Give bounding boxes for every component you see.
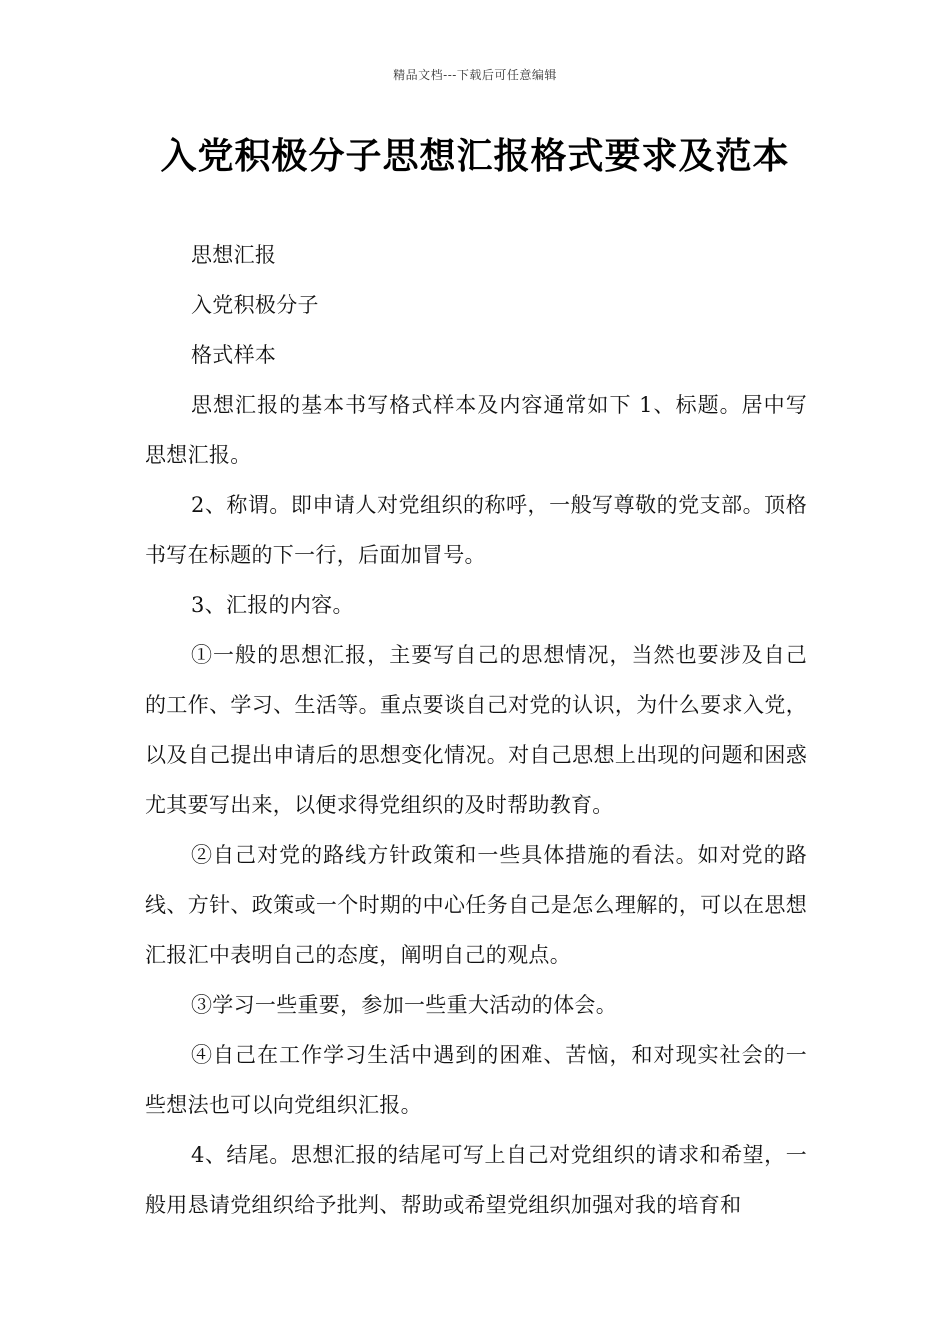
- paragraph-salutation: 2、称谓。即申请人对党组织的称呼，一般写尊敬的党支部。顶格书写在标题的下一行，后面加冒号。: [145, 493, 807, 567]
- paragraph-item-3: ③学习一些重要，参加一些重大活动的体会。: [191, 993, 617, 1017]
- paragraph-heading-activist: 入党积极分子: [191, 293, 319, 317]
- paragraph-heading-format: 格式样本: [191, 343, 277, 367]
- document-body: [145, 230, 807, 1230]
- paragraph-content-heading: 3、汇报的内容。: [191, 593, 354, 617]
- paragraph-item-2: ②自己对党的路线方针政策和一些具体措施的看法。如对党的路线、方针、政策或一个时期的中心任务自己是怎么理解的，可以在思想汇报汇中表明自己的态度，阐明自己的观点。: [145, 843, 807, 967]
- document-title: 入党积极分子思想汇报格式要求及范本: [160, 135, 790, 177]
- header-note: 精品文档---下载后可任意编辑: [393, 68, 557, 82]
- paragraph-intro: 思想汇报的基本书写格式样本及内容通常如下 1、标题。居中写思想汇报。: [145, 393, 807, 467]
- paragraph-item-1: ①一般的思想汇报，主要写自己的思想情况，当然也要涉及自己的工作、学习、生活等。重点要谈自己对党的认识，为什么要求入党，以及自己提出申请后的思想变化情况。对自己思想上出现的问题和困惑尤其要写出来，以便求得党组织的及时帮助教育。: [145, 643, 807, 817]
- paragraph-ending: 4、结尾。思想汇报的结尾可写上自己对党组织的请求和希望，一般用恳请党组织给予批判、帮助或希望党组织加强对我的培育和: [145, 1143, 807, 1217]
- paragraph-heading-report: 思想汇报: [191, 243, 277, 267]
- paragraph-item-4: ④自己在工作学习生活中遇到的困难、苦恼，和对现实社会的一些想法也可以向党组织汇报。: [145, 1043, 807, 1117]
